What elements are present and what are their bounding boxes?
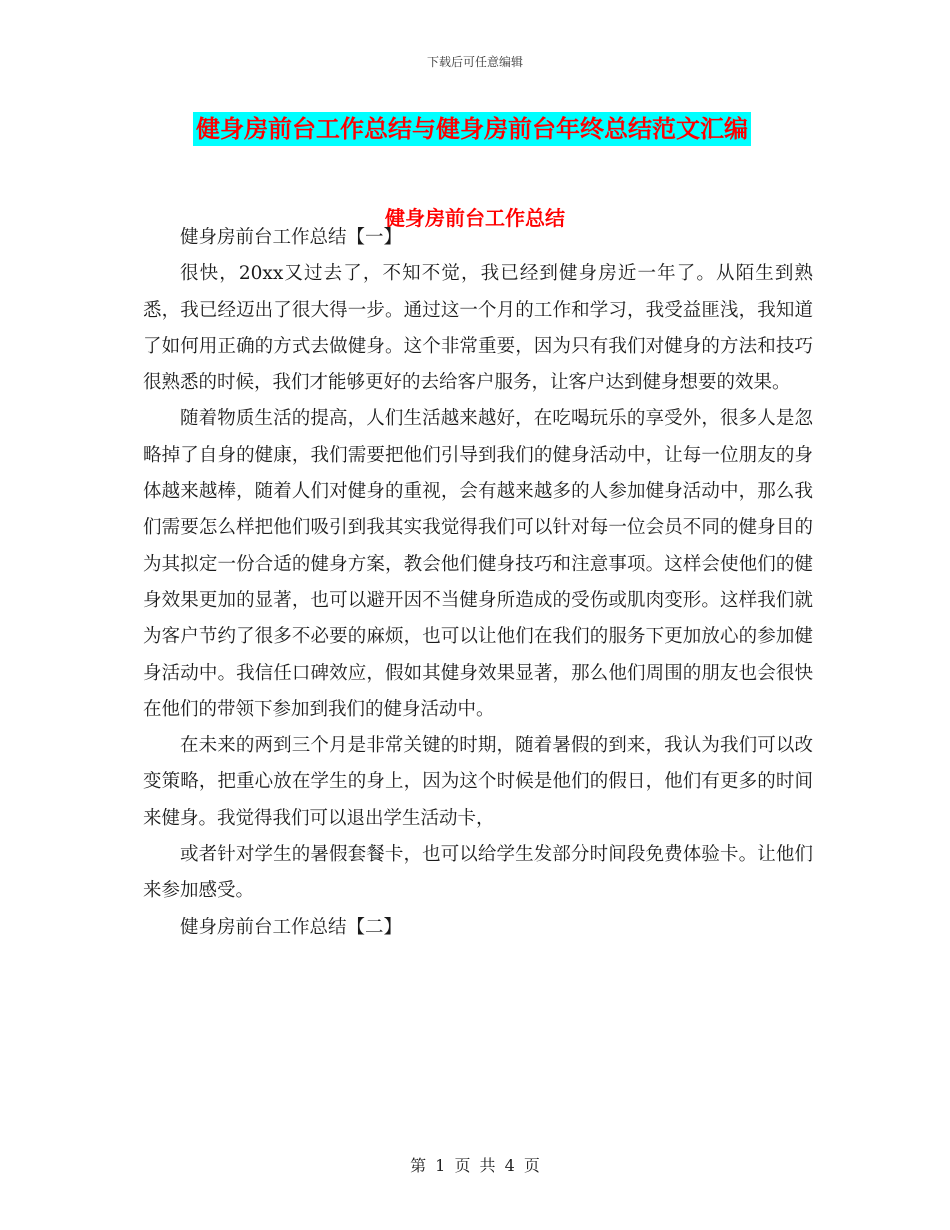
subsection-heading-2: 健身房前台工作总结【二】	[180, 916, 403, 938]
paragraph-1: 很快，20xx又过去了，不知不觉，我已经到健身房近一年了。从陌生到熟悉，我已经迈出了很大得一步。通过这一个月的工作和学习，我受益匪浅，我知道了如何用正确的方式去做健身。这个非常重要，因为只有我们对健身的方法和技巧很熟悉的时候，我们才能够更好的去给客户服务，让客户达到健身想要的效果。	[143, 263, 813, 394]
document-main-title: 健身房前台工作总结与健身房前台年终总结范文汇编	[193, 112, 751, 146]
section-title: 健身房前台工作总结	[385, 206, 565, 230]
paragraph-4: 或者针对学生的暑假套餐卡，也可以给学生发部分时间段免费体验卡。让他们来参加感受。	[143, 844, 813, 902]
header-note: 下载后可任意编辑	[426, 55, 523, 69]
paragraph-2: 随着物质生活的提高，人们生活越来越好，在吃喝玩乐的享受外，很多人是忽略掉了自身的健康，我们需要把他们引导到我们的健身活动中，让每一位朋友的身体越来越棒，随着人们对健身的重视，会有越来越多的人参加健身活动中，那么我们需要怎么样把他们吸引到我其实我觉得我们可以针对每一位会员不同的健身目的为其拟定一份合适的健身方案，教会他们健身技巧和注意事项。这样会使他们的健身效果更加的显著，也可以避开因不当健身所造成的受伤或肌肉变形。这样我们就为客户节约了很多不必要的麻烦，也可以让他们在我们的服务下更加放心的参加健身活动中。我信任口碑效应，假如其健身效果显著，那么他们周围的朋友也会很快在他们的带领下参加到我们的健身活动中。	[143, 408, 813, 720]
document-body	[143, 220, 813, 946]
subsection-heading-1: 健身房前台工作总结【一】	[180, 227, 403, 248]
paragraph-3: 在未来的两到三个月是非常关键的时期，随着暑假的到来，我认为我们可以改变策略，把重心放在学生的身上，因为这个时候是他们的假日，他们有更多的时间来健身。我觉得我们可以退出学生活动卡，	[143, 735, 813, 829]
page-number-footer: 第 1 页 共 4 页	[410, 1156, 540, 1175]
